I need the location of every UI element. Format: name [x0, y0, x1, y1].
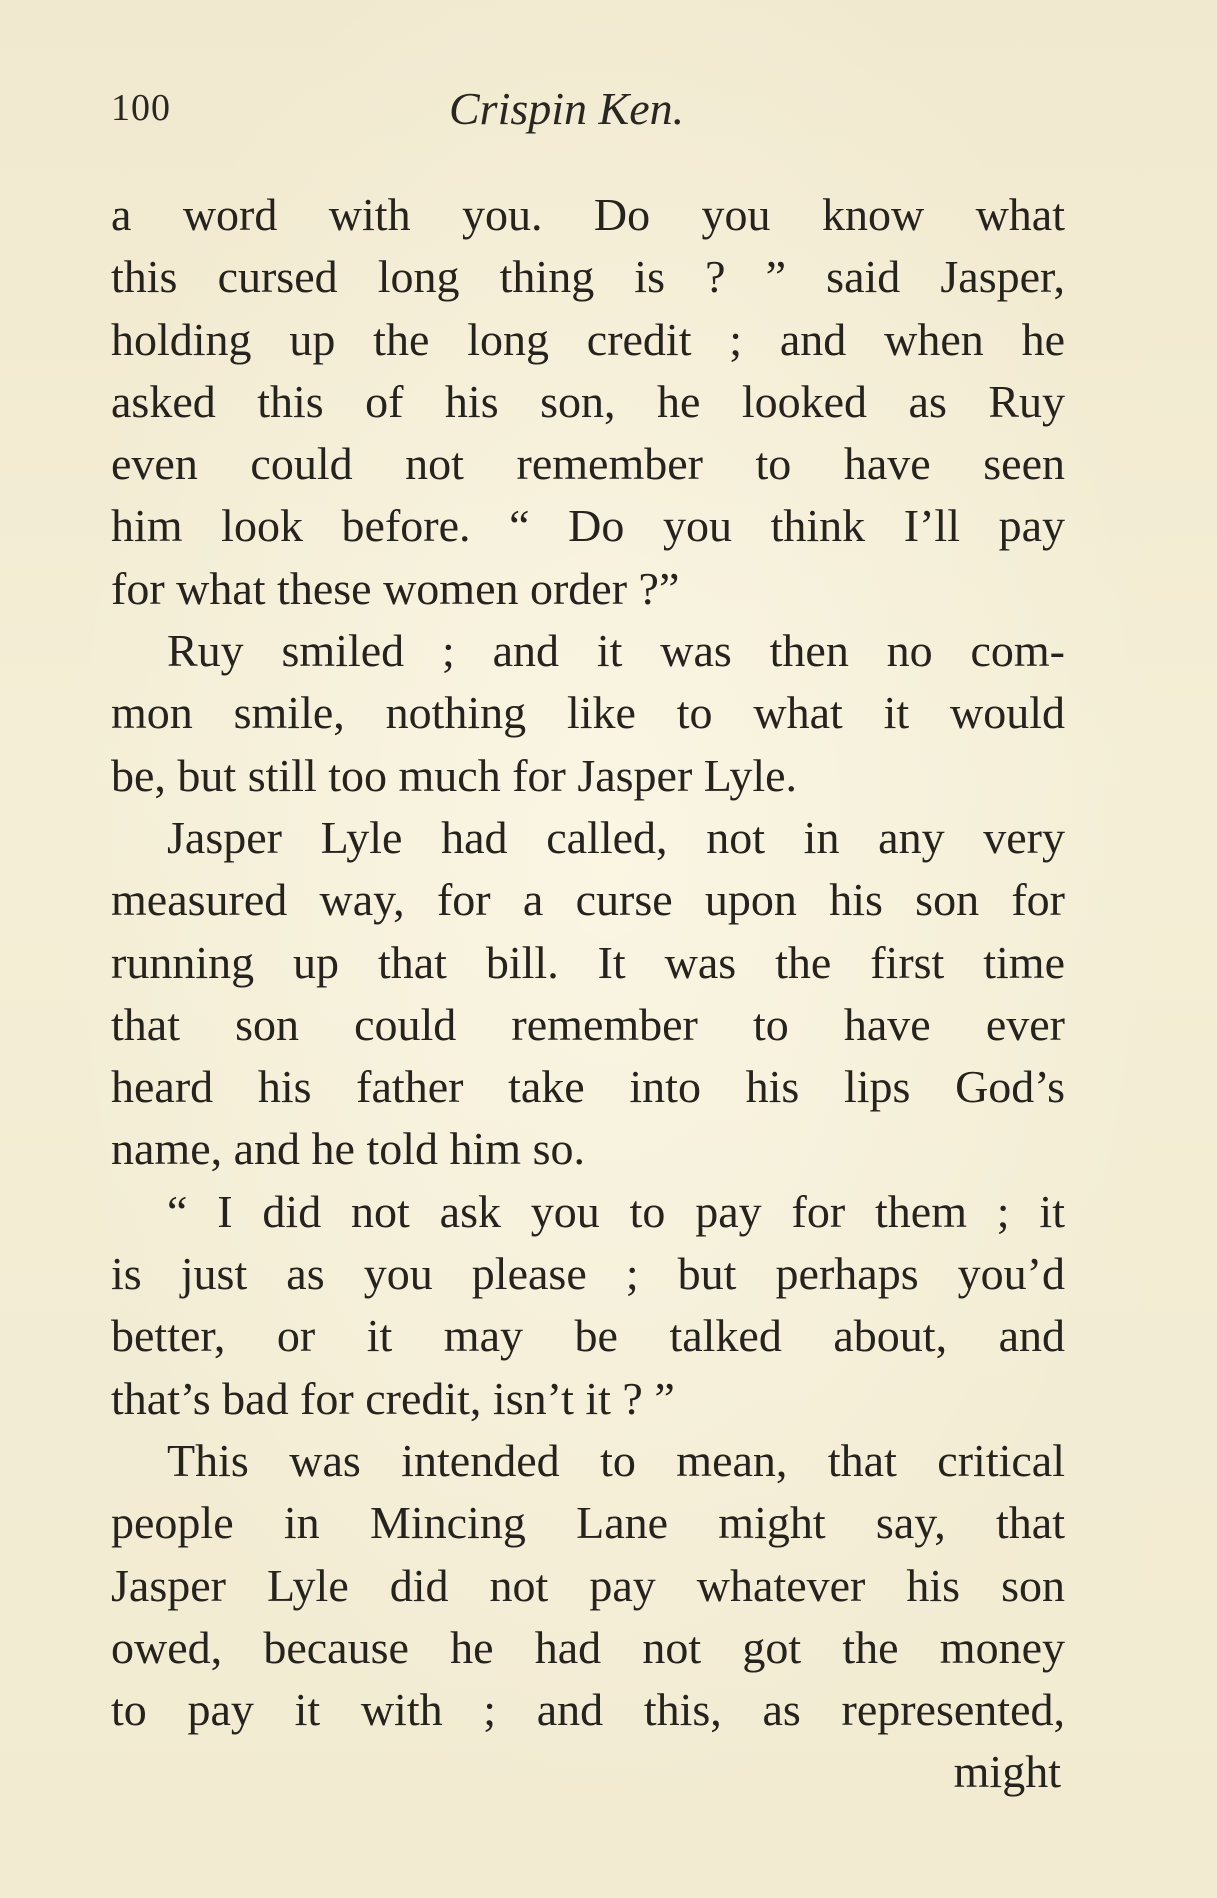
text-line: is just as you please ; but perhaps you’d	[111, 1248, 1065, 1300]
text-line: heard his father take into his lips God’s	[111, 1061, 1065, 1113]
page-number: 100	[111, 87, 171, 129]
text-line: for what these women order ?”	[111, 562, 680, 614]
text-line: “ I did not ask you to pay for them ; it	[167, 1185, 1065, 1237]
text-line: this cursed long thing is ? ” said Jasper,	[111, 251, 1065, 303]
text-line: him look before. “ Do you think I’ll pay	[111, 500, 1065, 552]
text-line: better, or it may be talked about, and	[111, 1310, 1065, 1362]
text-line: people in Mincing Lane might say, that	[111, 1497, 1065, 1549]
text-line: measured way, for a curse upon his son for	[111, 874, 1065, 926]
text-line: be, but still too much for Jasper Lyle.	[111, 749, 798, 801]
text-line: This was intended to mean, that critical	[167, 1434, 1065, 1486]
catchword: might	[953, 1746, 1061, 1798]
text-line: Jasper Lyle had called, not in any very	[167, 811, 1065, 863]
page-header	[111, 78, 1071, 138]
text-line: running up that bill. It was the first time	[111, 936, 1065, 988]
text-line: holding up the long credit ; and when he	[111, 313, 1065, 365]
text-line: even could not remember to have seen	[111, 438, 1065, 490]
body-text	[111, 184, 1065, 1804]
text-line: Ruy smiled ; and it was then no com-	[167, 625, 1065, 677]
text-line: name, and he told him so.	[111, 1123, 585, 1175]
text-line: to pay it with ; and this, as represented,	[111, 1684, 1065, 1736]
text-line: that’s bad for credit, isn’t it ? ”	[111, 1372, 675, 1424]
text-line: mon smile, nothing like to what it would	[111, 687, 1065, 739]
text-line: Jasper Lyle did not pay whatever his son	[111, 1559, 1065, 1611]
text-line: a word with you. Do you know what	[111, 189, 1065, 240]
text-line: asked this of his son, he looked as Ruy	[111, 375, 1065, 427]
text-line: owed, because he had not got the money	[111, 1621, 1065, 1673]
running-title: Crispin Ken.	[449, 83, 685, 134]
text-line: that son could remember to have ever	[111, 998, 1065, 1050]
